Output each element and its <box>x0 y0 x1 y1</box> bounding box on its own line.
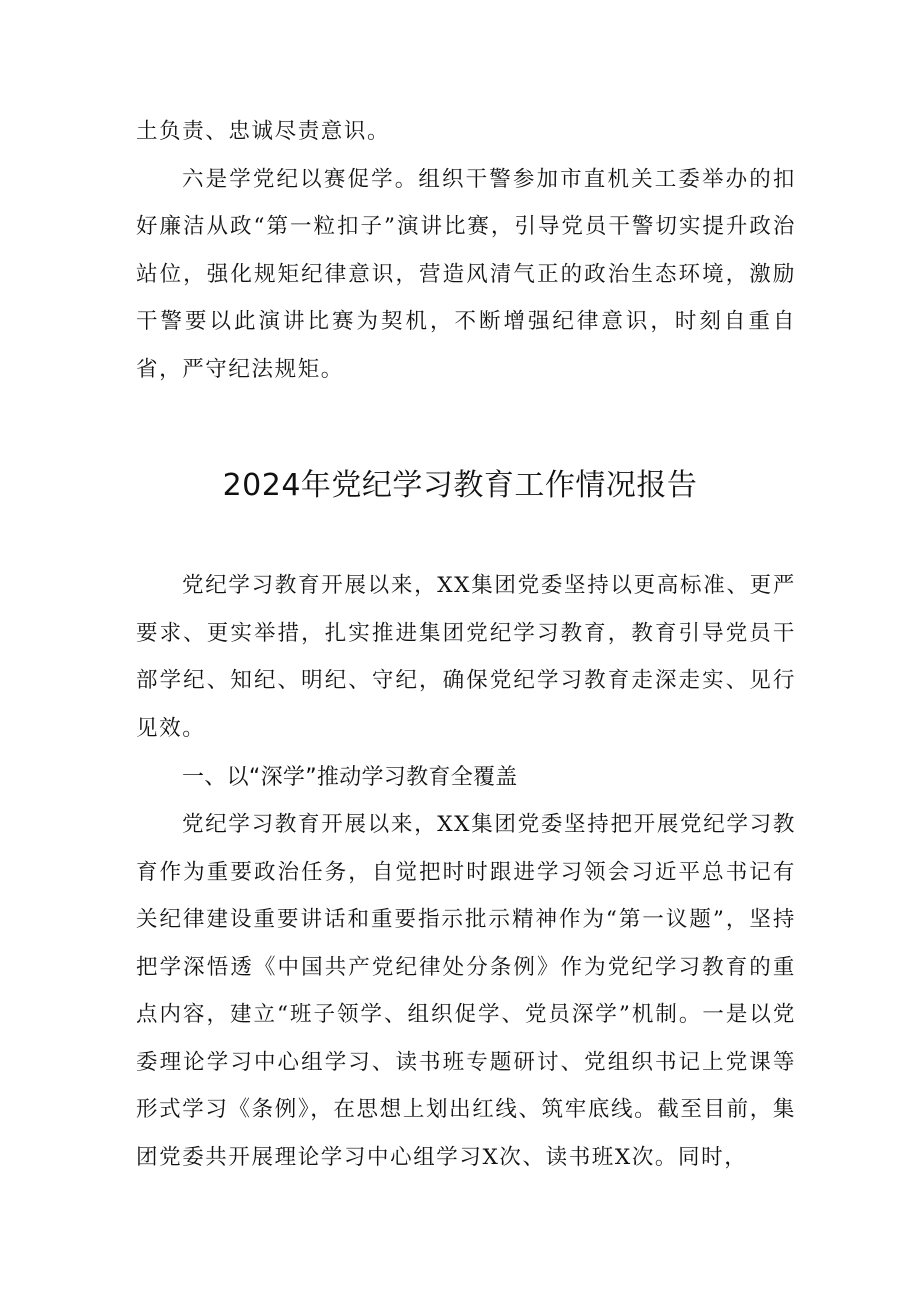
previous-section-text <box>136 108 796 393</box>
section-one-heading: 一、以“深学”推动学习教育全覆盖 <box>182 765 518 790</box>
intro-paragraph: 党纪学习教育开展以来，XX集团党委坚持以更高标准、更严要求、更实举措，扎实推进集团党纪学习教育，教育引导党员干部学纪、知纪、明纪、守纪，确保党纪学习教育走深走实、见行见效。 <box>136 573 796 741</box>
report-title: 2024年党纪学习教育工作情况报告 <box>222 468 698 503</box>
report-intro <box>136 562 796 752</box>
section-one-paragraph: 党纪学习教育开展以来，XX集团党委坚持把开展党纪学习教育作为重要政治任务，自觉把时时跟进学习领会习近平总书记有关纪律建设重要讲话和重要指示批示精神作为“第一议题”，坚持把学深悟透《中国共产党纪律处分条例》作为党纪学习教育的重点内容，建立“班子领学、组织促学、党员深学”机制。一是以党委理论学习中心组学习、读书班专题研讨、党组织书记上党课等形式学习《条例》，在思想上划出红线、筑牢底线。截至目前，集团党委共开展理论学习中心组学习X次、读书班X次。同时， <box>136 812 796 1170</box>
continuation-paragraph: 土负责、忠诚尽责意识。 <box>136 119 391 144</box>
section-one-body <box>136 801 796 1181</box>
point-six-paragraph: 六是学党纪以赛促学。组织干警参加市直机关工委举办的扣好廉洁从政“第一粒扣子”演讲比赛，引导党员干警切实提升政治站位，强化规矩纪律意识，营造风清气正的政治生态环境，激励干警要以此演讲比赛为契机，不断增强纪律意识，时刻自重自省，严守纪法规矩。 <box>136 166 796 382</box>
